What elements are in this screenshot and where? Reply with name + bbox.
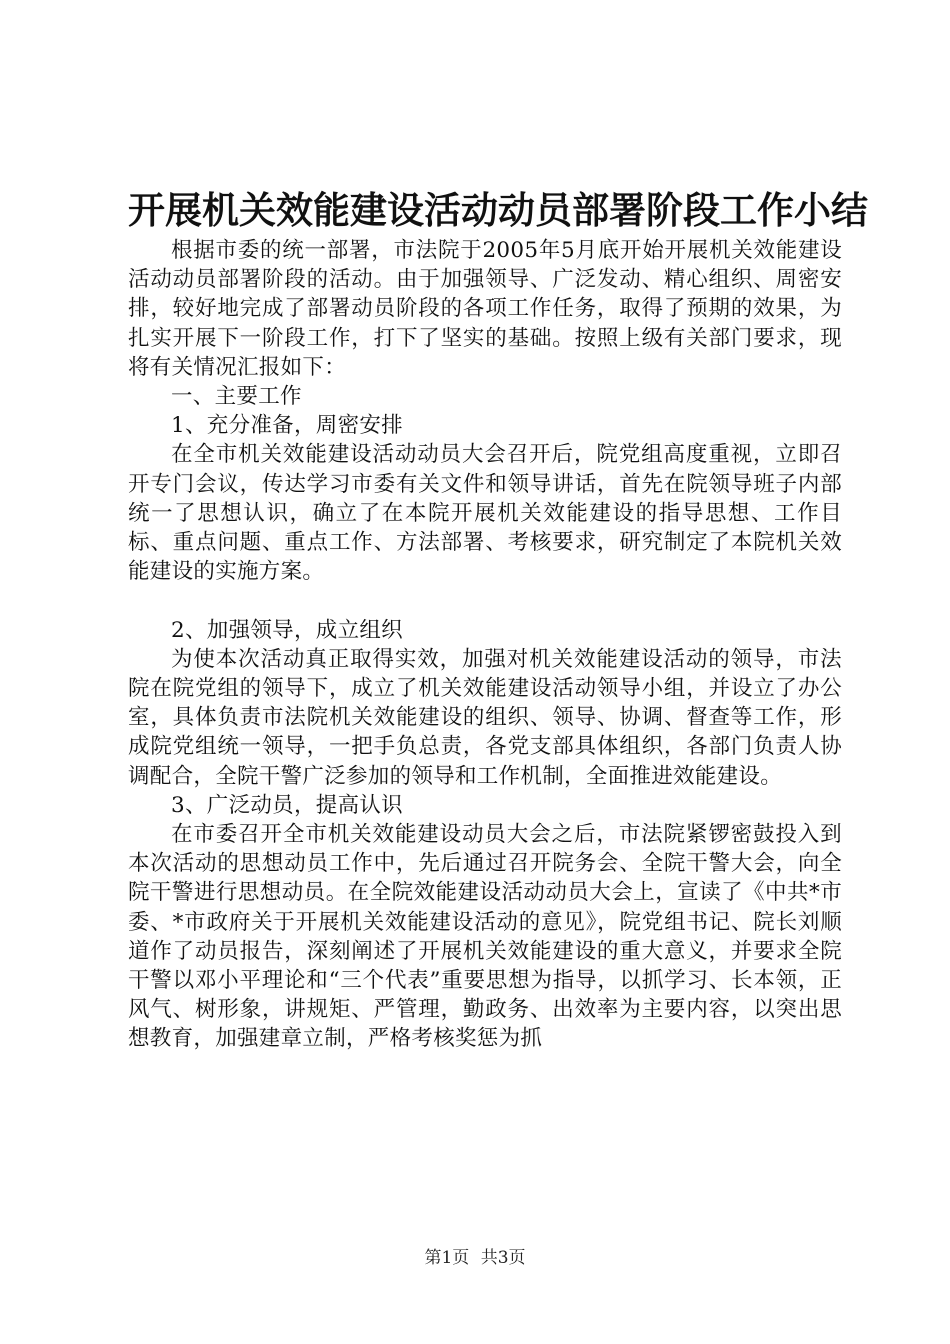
- document-title: 开展机关效能建设活动动员部署阶段工作小结: [128, 188, 868, 232]
- page-footer: [0, 1243, 950, 1268]
- item-paragraph-2: 为使本次活动真正取得实效，加强对机关效能建设活动的领导，市法院在院党组的领导下，成立了机关效能建设活动领导小组，并设立了办公室，具体负责市法院机关效能建设的组织、领导、协调、督查等工作，形成院党组统一领导，一把手负总责，各党支部具体组织，各部门负责人协调配合，全院干警广泛参加的领导和工作机制，全面推进效能建设。: [128, 646, 842, 789]
- section-heading-main-work: 一、主要工作: [171, 384, 302, 410]
- intro-paragraph: 根据市委的统一部署，市法院于2005年5月底开始开展机关效能建设活动动员部署阶段的活动。由于加强领导、广泛发动、精心组织、周密安排，较好地完成了部署动员阶段的各项工作任务，取得了预期的效果，为扎实开展下一阶段工作，打下了坚实的基础。按照上级有关部门要求，现将有关情况汇报如下：: [128, 238, 842, 380]
- document-body: [128, 236, 842, 1054]
- document-page: [128, 186, 868, 1054]
- page-number: 第1页: [424, 1248, 470, 1268]
- page-total: 共3页: [480, 1248, 526, 1268]
- item-heading-3: 3、广泛动员，提高认识: [171, 792, 403, 818]
- item-paragraph-3: 在市委召开全市机关效能建设动员大会之后，市法院紧锣密鼓投入到本次活动的思想动员工作中，先后通过召开院务会、全院干警大会，向全院干警进行思想动员。在全院效能建设活动动员大会上，宣读了《中共*市委、*市政府关于开展机关效能建设活动的意见》，院党组书记、院长刘顺道作了动员报告，深刻阐述了开展机关效能建设的重大意义，并要求全院干警以邓小平理论和“三个代表”重要思想为指导，以抓学习、长本领，正风气、树形象，讲规矩、严管理，勤政务、出效率为主要内容，以突出思想教育，加强建章立制，严格考核奖惩为抓: [128, 822, 842, 1052]
- paragraph-spacer: [128, 586, 842, 615]
- item-paragraph-1: 在全市机关效能建设活动动员大会召开后，院党组高度重视，立即召开专门会议，传达学习市委有关文件和领导讲话，首先在院领导班子内部统一了思想认识，确立了在本院开展机关效能建设的指导思想、工作目标、重点问题、重点工作、方法部署、考核要求，研究制定了本院机关效能建设的实施方案。: [128, 442, 842, 585]
- item-heading-1: 1、充分准备，周密安排: [171, 413, 403, 439]
- item-heading-2: 2、加强领导，成立组织: [171, 617, 403, 643]
